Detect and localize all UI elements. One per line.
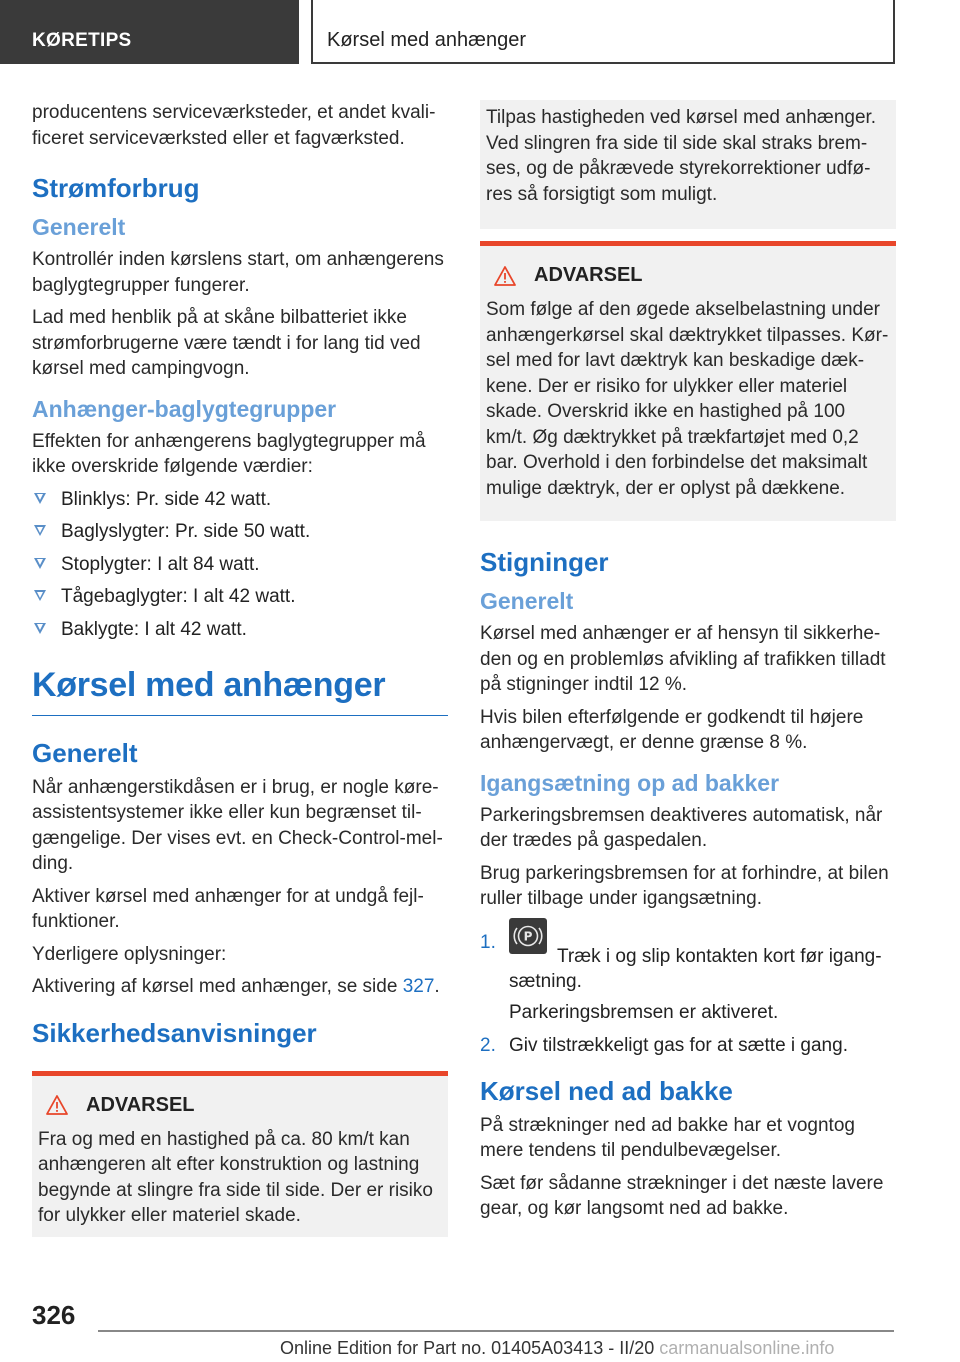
parking-brake-icon <box>509 918 547 954</box>
warning-title: ADVARSEL <box>494 264 890 287</box>
paragraph: Yderligere oplysninger: <box>32 943 227 965</box>
list-item: Baklygte: I alt 42 watt. <box>32 617 448 642</box>
section-tab <box>0 0 299 64</box>
warning-text: Fra og med en hastighed på ca. 80 km/t kan anhængeren alt efter konstruktion og lastning begynde at slingre fra side til side. Der er risiko for ulykker eller materiel skade. <box>38 1128 433 1226</box>
paragraph: Kørsel med anhænger er af hensyn til sikkerheden og en problemløs afvikling af trafikken tilladt på stigninger indtil 12 %. <box>480 623 886 695</box>
warning-triangle-icon <box>494 266 516 286</box>
warning-triangle-icon <box>46 1095 68 1115</box>
paragraph: Kontrollér inden kørslens start, om anhængerens baglygtegrupper fungerer. <box>32 249 444 296</box>
steps-list <box>480 930 896 1058</box>
page-number: 326 <box>32 1300 76 1330</box>
heading-sikkerhedsanvisninger: Sikkerhedsanvisninger <box>32 1017 317 1048</box>
paragraph: Tilpas hastigheden ved kørsel med anhænger. Ved slingren fra side til side skal straks bremses, og de påkrævede styrekorrektioner udføres så forsigtigt som muligt. <box>486 107 877 205</box>
subheading-generelt: Generelt <box>32 214 126 240</box>
triangle-bullet-icon <box>34 493 46 504</box>
intro-text: producentens serviceværksteder, et andet kvalificeret serviceværksted eller et fagværksted. <box>32 102 436 149</box>
heading-korsel-ned-ad-bakke: Kørsel ned ad bakke <box>480 1075 733 1106</box>
svg-text:P: P <box>523 929 533 943</box>
warning-title: ADVARSEL <box>46 1094 442 1117</box>
paragraph: Aktivering af kørsel med anhænger, se side 327. <box>32 976 440 997</box>
page-reference-link[interactable]: 327 <box>402 976 435 997</box>
footer-divider <box>98 1330 894 1332</box>
heading-stigninger: Stigninger <box>480 547 609 577</box>
paragraph: Effekten for anhængerens baglygtegrupper må ikke overskride følgende værdier: <box>32 430 426 477</box>
section-label: KØRETIPS <box>32 30 132 51</box>
paragraph: Brug parkeringsbremsen for at forhindre, at bilen ruller tilbage under igangsætning. <box>480 862 889 909</box>
warning-box <box>480 241 896 521</box>
heading-korsel-med-anhaenger: Kørsel med anhænger <box>32 666 448 716</box>
warning-box <box>32 1071 448 1237</box>
list-item: Baglyslygter: Pr. side 50 watt. <box>32 519 448 544</box>
list-item: Tågebaglygter: I alt 42 watt. <box>32 584 448 609</box>
list-item: Stoplygter: I alt 84 watt. <box>32 552 448 577</box>
paragraph: Hvis bilen efterfølgende er godkendt til højere anhængervægt, er denne grænse 8 %. <box>480 706 864 753</box>
list-item: Blinklys: Pr. side 42 watt. <box>32 487 448 512</box>
subheading-generelt: Generelt <box>480 588 574 614</box>
paragraph: Lad med henblik på at skåne bilbatteriet ikke strømforbrugerne være tændt i for lang tid ved kørsel med campingvogn. <box>32 307 421 379</box>
list-item: 2. Giv tilstrækkeligt gas for at sætte i gang. <box>480 1034 848 1056</box>
triangle-bullet-icon <box>34 590 46 601</box>
wattage-list <box>32 487 448 642</box>
paragraph: På strækninger ned ad bakke har et vogntog mere tendens til pendulbevægelser. <box>480 1114 855 1161</box>
continued-warning-box <box>480 100 896 229</box>
triangle-bullet-icon <box>34 623 46 634</box>
chapter-label: Kørsel med anhænger <box>327 29 526 51</box>
paragraph: Parkeringsbremsen deaktiveres automatisk, når der trædes på gaspedalen. <box>480 804 883 851</box>
step-result: Parkeringsbremsen er aktiveret. <box>509 1001 779 1023</box>
subheading-baglygtegrupper: Anhænger-baglygtegrupper <box>32 395 337 422</box>
paragraph: Aktiver kørsel med anhænger for at undgå fejlfunktioner. <box>32 885 424 932</box>
footer-edition: Online Edition for Part no. 01405A03413 - II/20 carmanualsonline.info <box>280 1338 835 1358</box>
subheading-generelt: Generelt <box>32 737 138 768</box>
chapter-tab <box>311 0 895 64</box>
watermark: carmanualsonline.info <box>659 1338 835 1358</box>
warning-text: Som følge af den øgede akselbelastning under anhængerkørsel skal dæktrykket tilpasses. Kørsel med for lavt dæktryk kan beskadige dækkene. Der er risiko for ulykker eller materiel skade. Overskrid ikke en hastighed på 100 km/t. Øg dæktrykket på trækfartøjet med 0,2 bar. Overhold i den forbindelse det maksimalt mulige dæktryk, der er oplyst på dækkene. <box>486 299 889 499</box>
left-column <box>32 100 448 1237</box>
paragraph: Sæt før sådanne strækninger i det næste lavere gear, og kør langsomt ned ad bakke. <box>480 1172 884 1219</box>
triangle-bullet-icon <box>34 525 46 536</box>
right-column <box>480 100 896 1229</box>
heading-stromforbrug: Strømforbrug <box>32 173 200 203</box>
triangle-bullet-icon <box>34 558 46 569</box>
paragraph: Når anhængerstikdåsen er i brug, er nogle køreassistentsystemer ikke eller kun begrænset tilgængelige. Der vises evt. en Check-Control-melding. <box>32 776 443 874</box>
list-item: 1. P Træk i og slip kontakten kort før igangsætning. Parkeringsbremsen er aktiveret. <box>480 930 896 1025</box>
page-header <box>0 0 960 66</box>
subheading-igangsaetning: Igangsætning op ad bakker <box>480 769 780 796</box>
